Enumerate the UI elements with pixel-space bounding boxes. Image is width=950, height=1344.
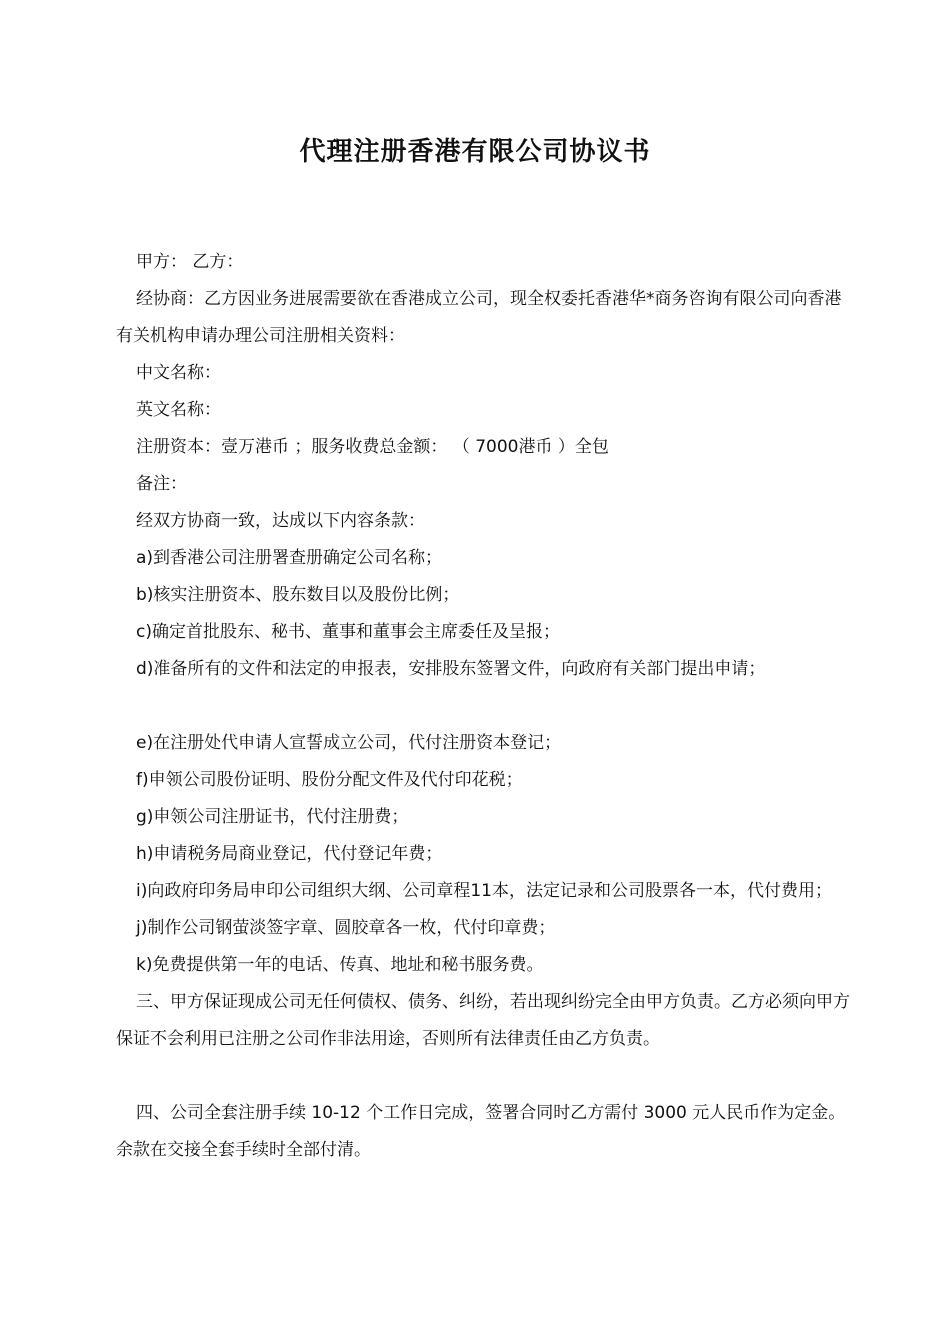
chinese-name-field: 中文名称： — [136, 363, 221, 383]
agreement-intro: 经协商：乙方因业务进展需要欲在香港成立公司，现全权委托香港华*商务咨询有限公司向香港有关机构申请办理公司注册相关资料： — [116, 289, 842, 346]
clause-j: j)制作公司钢萤淡签字章、圆胶章各一枚，代付印章费； — [136, 918, 556, 938]
paragraph-spacer — [116, 1058, 856, 1095]
section-four: 四、公司全套注册手续 10-12 个工作日完成，签署合同时乙方需付 3000 元人民币作为定金。余款在交接全套手续时全部付清。 — [116, 1103, 846, 1160]
clause-k: k)免费提供第一年的电话、传真、地址和秘书服务费。 — [136, 955, 544, 975]
clause-f: f)申领公司股份证明、股份分配文件及代付印花税； — [136, 770, 523, 790]
section-three: 三、甲方保证现成公司无任何债权、债务、纠纷，若出现纠纷完全由甲方负责。乙方必须向甲方保证不会利用已注册之公司作非法用途，否则所有法律责任由乙方负责。 — [116, 992, 850, 1049]
terms-intro: 经双方协商一致，达成以下内容条款： — [136, 511, 425, 531]
clause-a: a)到香港公司注册署查册确定公司名称； — [136, 548, 443, 568]
document-title: 代理注册香港有限公司协议书 — [299, 137, 651, 167]
parties-line: 甲方： 乙方： — [136, 252, 244, 272]
remarks-field: 备注： — [136, 474, 187, 494]
clause-i: i)向政府印务局申印公司组织大纲、公司章程11本，法定记录和公司股票各一本，代付费用； — [136, 881, 832, 901]
clause-c: c)确定首批股东、秘书、董事和董事会主席委任及呈报； — [136, 622, 560, 642]
paragraph-spacer — [116, 688, 856, 725]
english-name-field: 英文名称： — [136, 400, 221, 420]
document-body — [116, 244, 856, 1169]
clause-d: d)准备所有的文件和法定的申报表，安排股东签署文件，向政府有关部门提出申请； — [136, 659, 766, 679]
clause-b: b)核实注册资本、股东数目以及股份比例； — [136, 585, 460, 605]
clause-g: g)申领公司注册证书，代付注册费； — [136, 807, 409, 827]
capital-and-fee-line: 注册资本：壹万港币 ；服务收费总金额： （ 7000港币 ）全包 — [136, 437, 609, 457]
clause-e: e)在注册处代申请人宣誓成立公司，代付注册资本登记； — [136, 733, 562, 753]
clause-h: h)申请税务局商业登记，代付登记年费； — [136, 844, 443, 864]
